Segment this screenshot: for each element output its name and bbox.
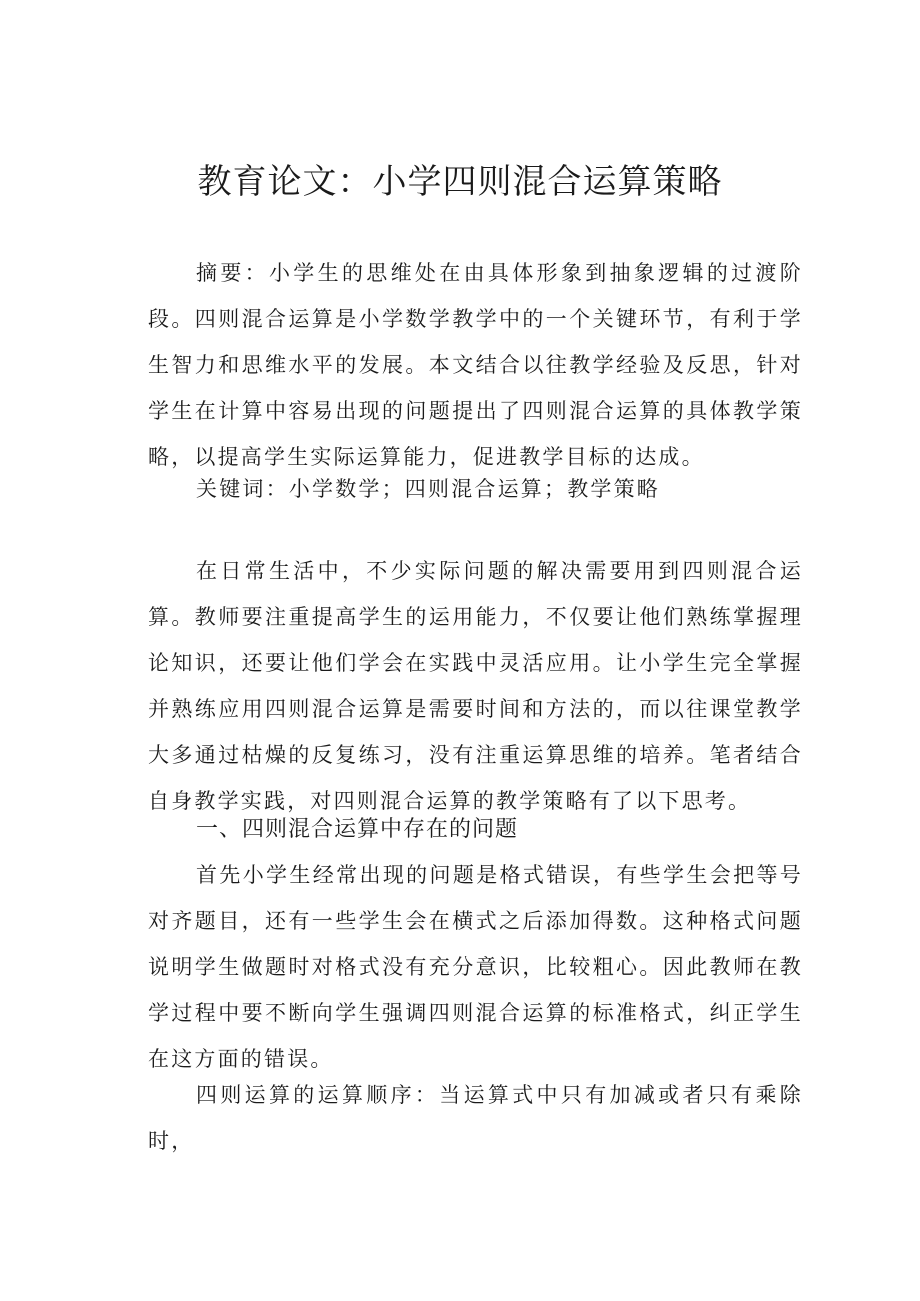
intro-paragraph: 在日常生活中，不少实际问题的解决需要用到四则混合运算。教师要注重提高学生的运用能力，不仅要让他们熟练掌握理论知识，还要让他们学会在实践中灵活应用。让小学生完全掌握并熟练应用四则混合运算是需要时间和方法的，而以往课堂教学大多通过枯燥的反复练习，没有注重运算思维的培养。笔者结合自身教学实践，对四则混合运算的教学策略有了以下思考。 [148,559,803,813]
document-title: 教育论文：小学四则混合运算策略 [197,162,723,202]
keywords-line: 关键词：小学数学；四则混合运算；教学策略 [196,477,660,501]
section-heading: 一、四则混合运算中存在的问题 [196,817,519,842]
abstract-paragraph: 摘要：小学生的思维处在由具体形象到抽象逻辑的过渡阶段。四则混合运算是小学数学教学中的一个关键环节，有利于学生智力和思维水平的发展。本文结合以往教学经验及反思，针对学生在计算中容易出现的问题提出了四则混合运算的具体教学策略，以提高学生实际运算能力，促进教学目标的达成。 [148,261,803,469]
section-paragraph: 四则运算的运算顺序：当运算式中只有加减或者只有乘除时， [148,1083,803,1153]
section-paragraph: 首先小学生经常出现的问题是格式错误，有些学生会把等号对齐题目，还有一些学生会在横式之后添加得数。这种格式问题说明学生做题时对格式没有充分意识，比较粗心。因此教师在教学过程中要不断向学生强调四则混合运算的标准格式，纠正学生在这方面的错误。 [148,863,803,1071]
